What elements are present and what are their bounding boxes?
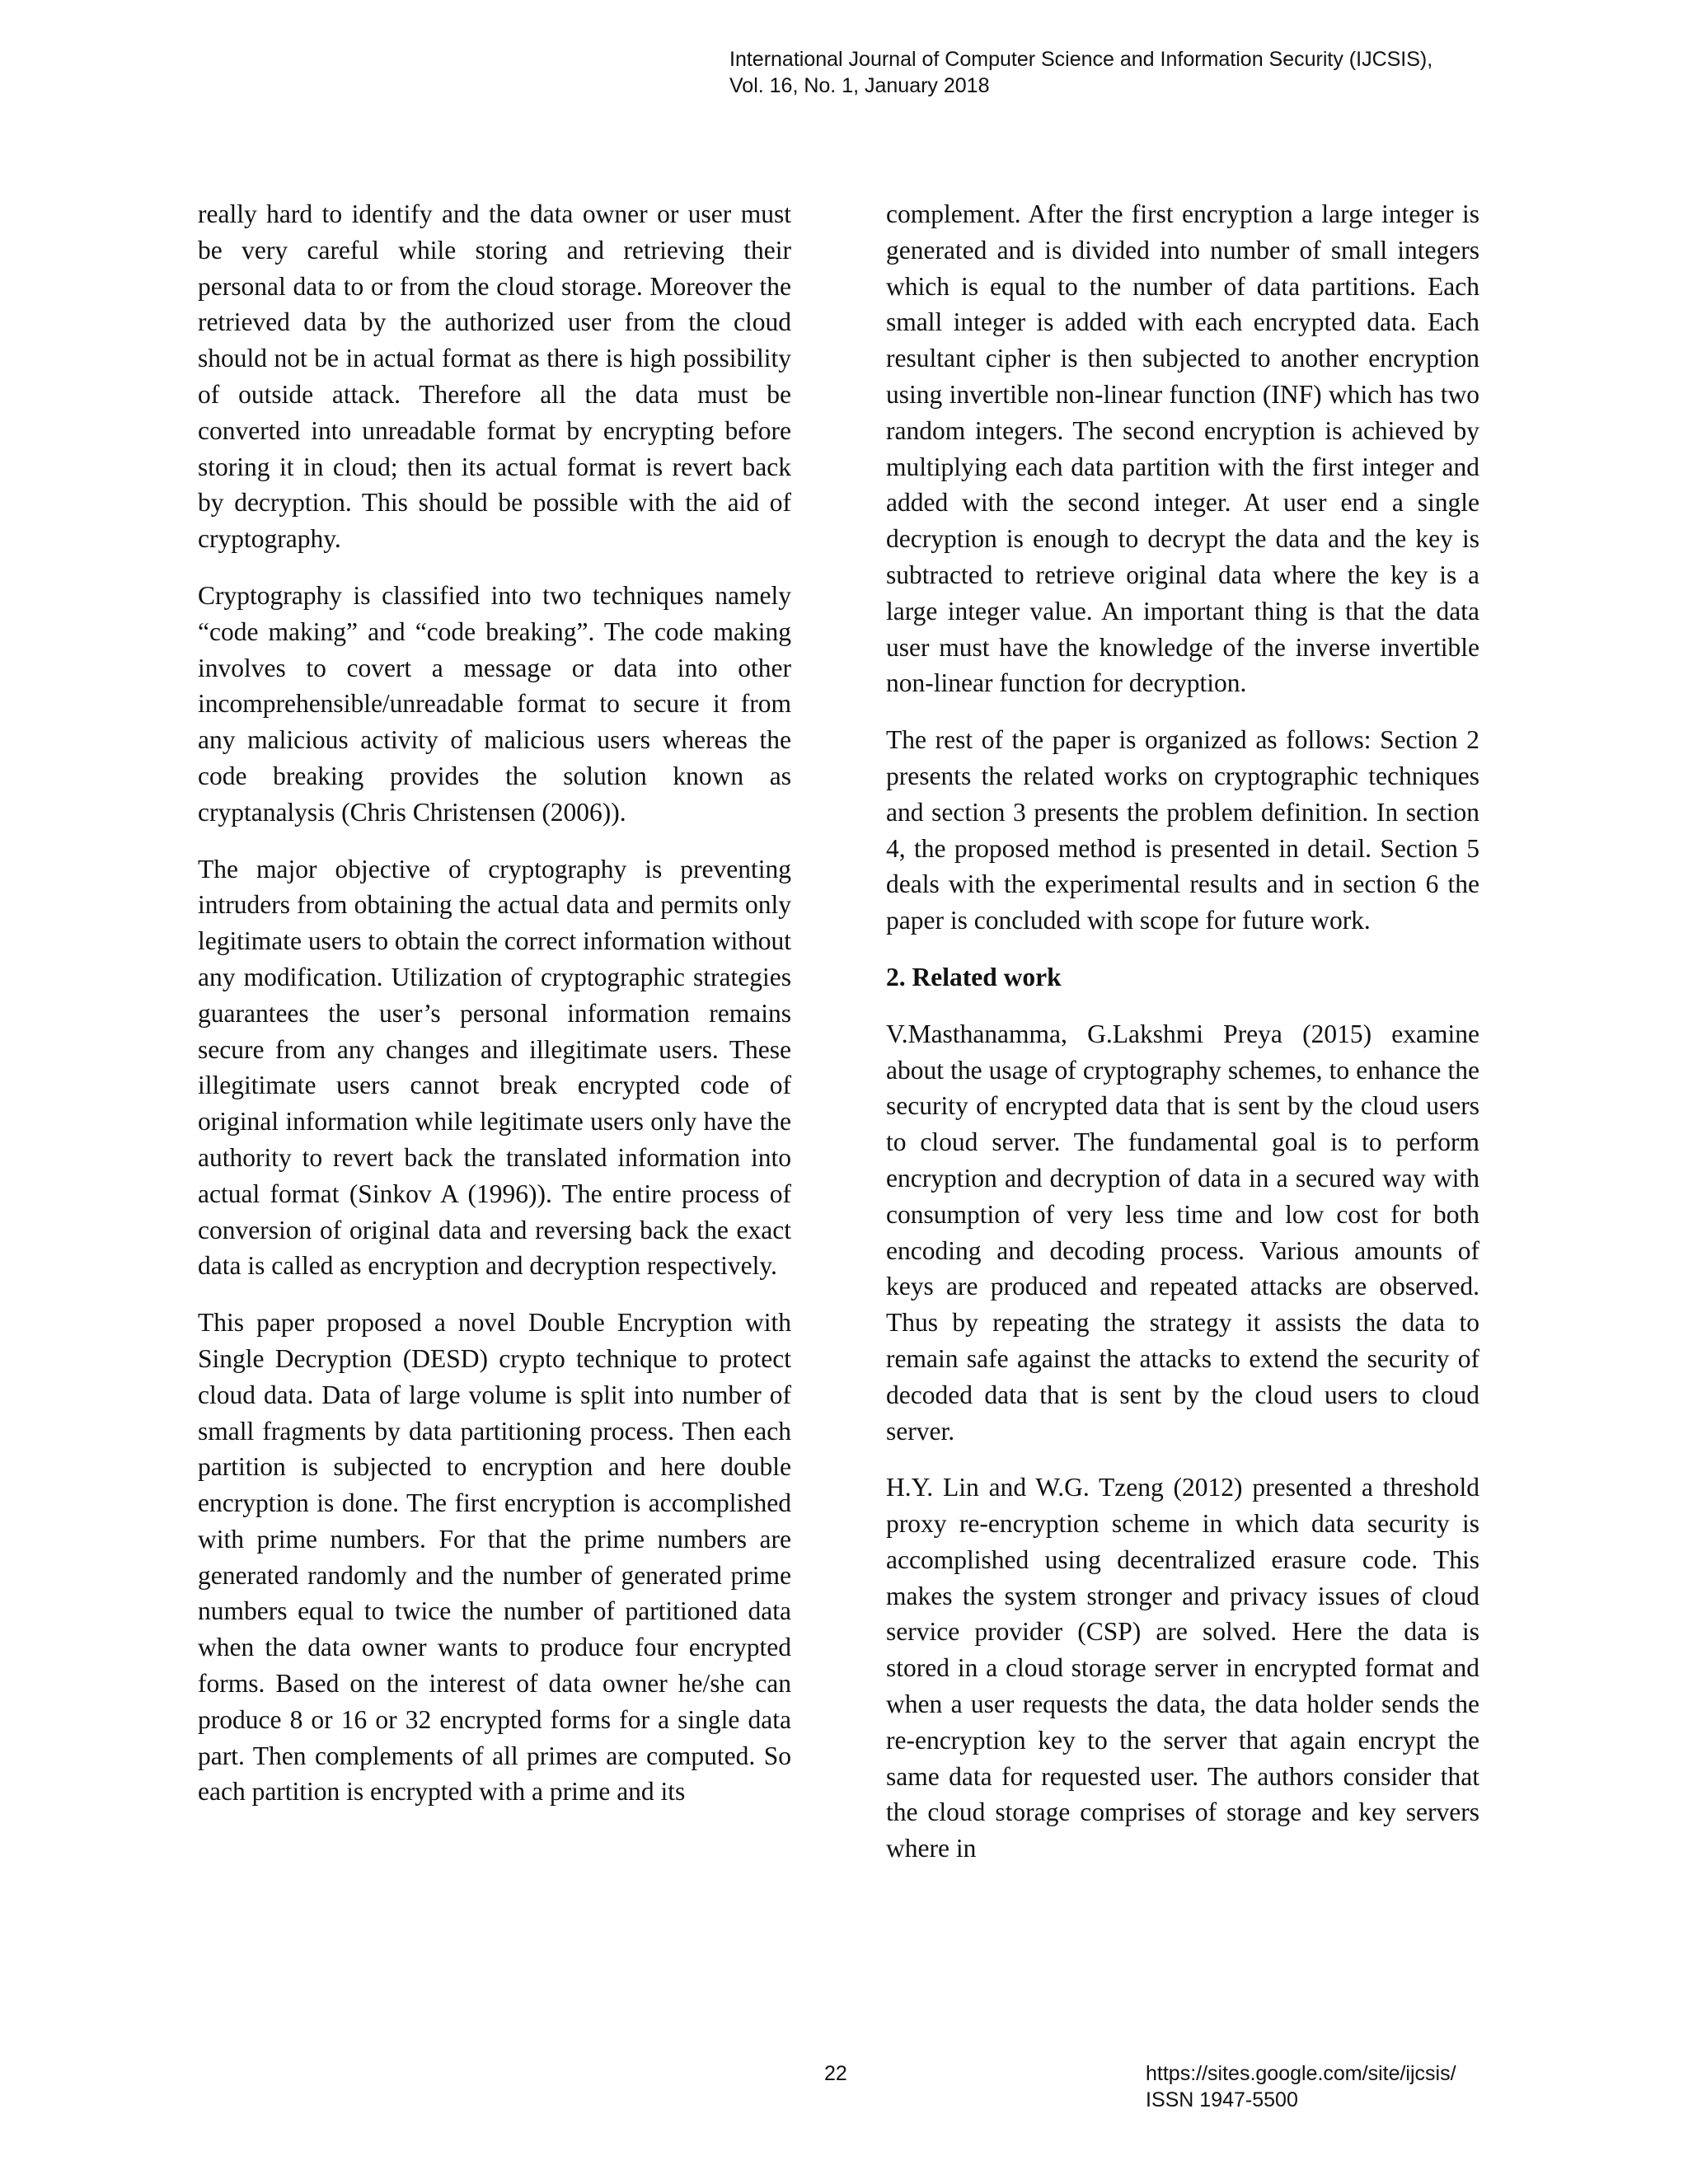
paragraph: The major objective of cryptography is preventing intruders from obtaining the actual data and permits only legitimate users to obtain the correct information without any modification. Utilization of cryptographic strategies guarantees the user’s personal information remains secure from any changes and illegitimate users. These illegitimate users cannot break encrypted code of original information while legitimate users only have the authority to revert back the translated information into actual format (Sinkov A (1996)). The entire process of conversion of original data and reversing back the exact data is called as encryption and decryption respectively. bbox=[198, 854, 791, 1281]
paragraph: H.Y. Lin and W.G. Tzeng (2012) presented a threshold proxy re-encryption scheme in which data security is accomplished using decentralized erasure code. This makes the system stronger and privacy issues of cloud service provider (CSP) are solved. Here the data is stored in a cloud storage server in encrypted format and when a user requests the data, the data holder sends the re-encryption key to the server that again encrypt the same data for requested user. The authors consider that the cloud storage comprises of storage and key servers where in bbox=[886, 1473, 1479, 1863]
section-heading: 2. Related work bbox=[886, 962, 1062, 991]
paragraph: really hard to identify and the data owner or user must be very careful while storing and retrieving their personal data to or from the cloud storage. Moreover the retrieved data by the authorized user from the cloud should not be in actual format as there is high possibility of outside attack. Therefore all the data must be converted into unreadable format by encrypting before storing it in cloud; then its actual format is revert back by decryption. This should be possible with the aid of cryptography. bbox=[198, 199, 791, 554]
paragraph: The rest of the paper is organized as follows: Section 2 presents the related works on cryptographic techniques and section 3 presents the problem definition. In section 4, the proposed method is presented in detail. Section 5 deals with the experimental results and in section 6 the paper is concluded with scope for future work. bbox=[886, 725, 1479, 935]
paragraph: V.Masthanamma, G.Lakshmi Preya (2015) examine about the usage of cryptography schemes, to enhance the security of encrypted data that is sent by the cloud users to cloud server. The fundamental goal is to perform encryption and decryption of data in a secured way with consumption of very less time and low cost for both encoding and decoding process. Various amounts of keys are produced and repeated attacks are observed. Thus by repeating the strategy it assists the data to remain safe against the attacks to extend the security of decoded data that is sent by the cloud users to cloud server. bbox=[886, 1019, 1479, 1446]
paragraph: complement. After the first encryption a large integer is generated and is divided into number of small integers which is equal to the number of data partitions. Each small integer is added with each encrypted data. Each resultant cipher is then subjected to another encryption using invertible non-linear function (INF) which has two random integers. The second encryption is achieved by multiplying each data partition with the first integer and added with the second integer. At user end a single decryption is enough to decrypt the data and the key is subtracted to retrieve original data where the key is a large integer value. An important thing is that the data user must have the knowledge of the inverse invertible non-linear function for decryption. bbox=[886, 199, 1479, 698]
journal-url: https://sites.google.com/site/ijcsis/ bbox=[1146, 2062, 1456, 2085]
journal-header bbox=[729, 46, 1554, 99]
footer-info bbox=[1146, 2060, 1456, 2113]
paragraph: This paper proposed a novel Double Encryption with Single Decryption (DESD) crypto technique to protect cloud data. Data of large volume is split into number of small fragments by data partitioning process. Then each partition is subjected to encryption and here double encryption is done. The first encryption is accomplished with prime numbers. For that the prime numbers are generated randomly and the number of generated prime numbers equal to twice the number of partitioned data when the data owner wants to produce four encrypted forms. Based on the interest of data owner he/she can produce 8 or 16 or 32 encrypted forms for a single data part. Then complements of all primes are computed. So each partition is encrypted with a prime and its bbox=[198, 1308, 791, 1807]
journal-title: International Journal of Computer Science and Information Security (IJCSIS), bbox=[729, 48, 1433, 71]
paragraph: Cryptography is classified into two techniques namely “code making” and “code breaking”. The code making involves to covert a message or data into other incomprehensible/unreadable format to secure it from any malicious activity of malicious users whereas the code breaking provides the solution known as cryptanalysis (Chris Christensen (2006)). bbox=[198, 580, 791, 827]
issn: ISSN 1947-5500 bbox=[1146, 2088, 1298, 2111]
journal-issue: Vol. 16, No. 1, January 2018 bbox=[729, 74, 990, 97]
page-number: 22 bbox=[824, 2062, 847, 2085]
right-column bbox=[886, 196, 1479, 1887]
left-column bbox=[198, 196, 791, 1830]
